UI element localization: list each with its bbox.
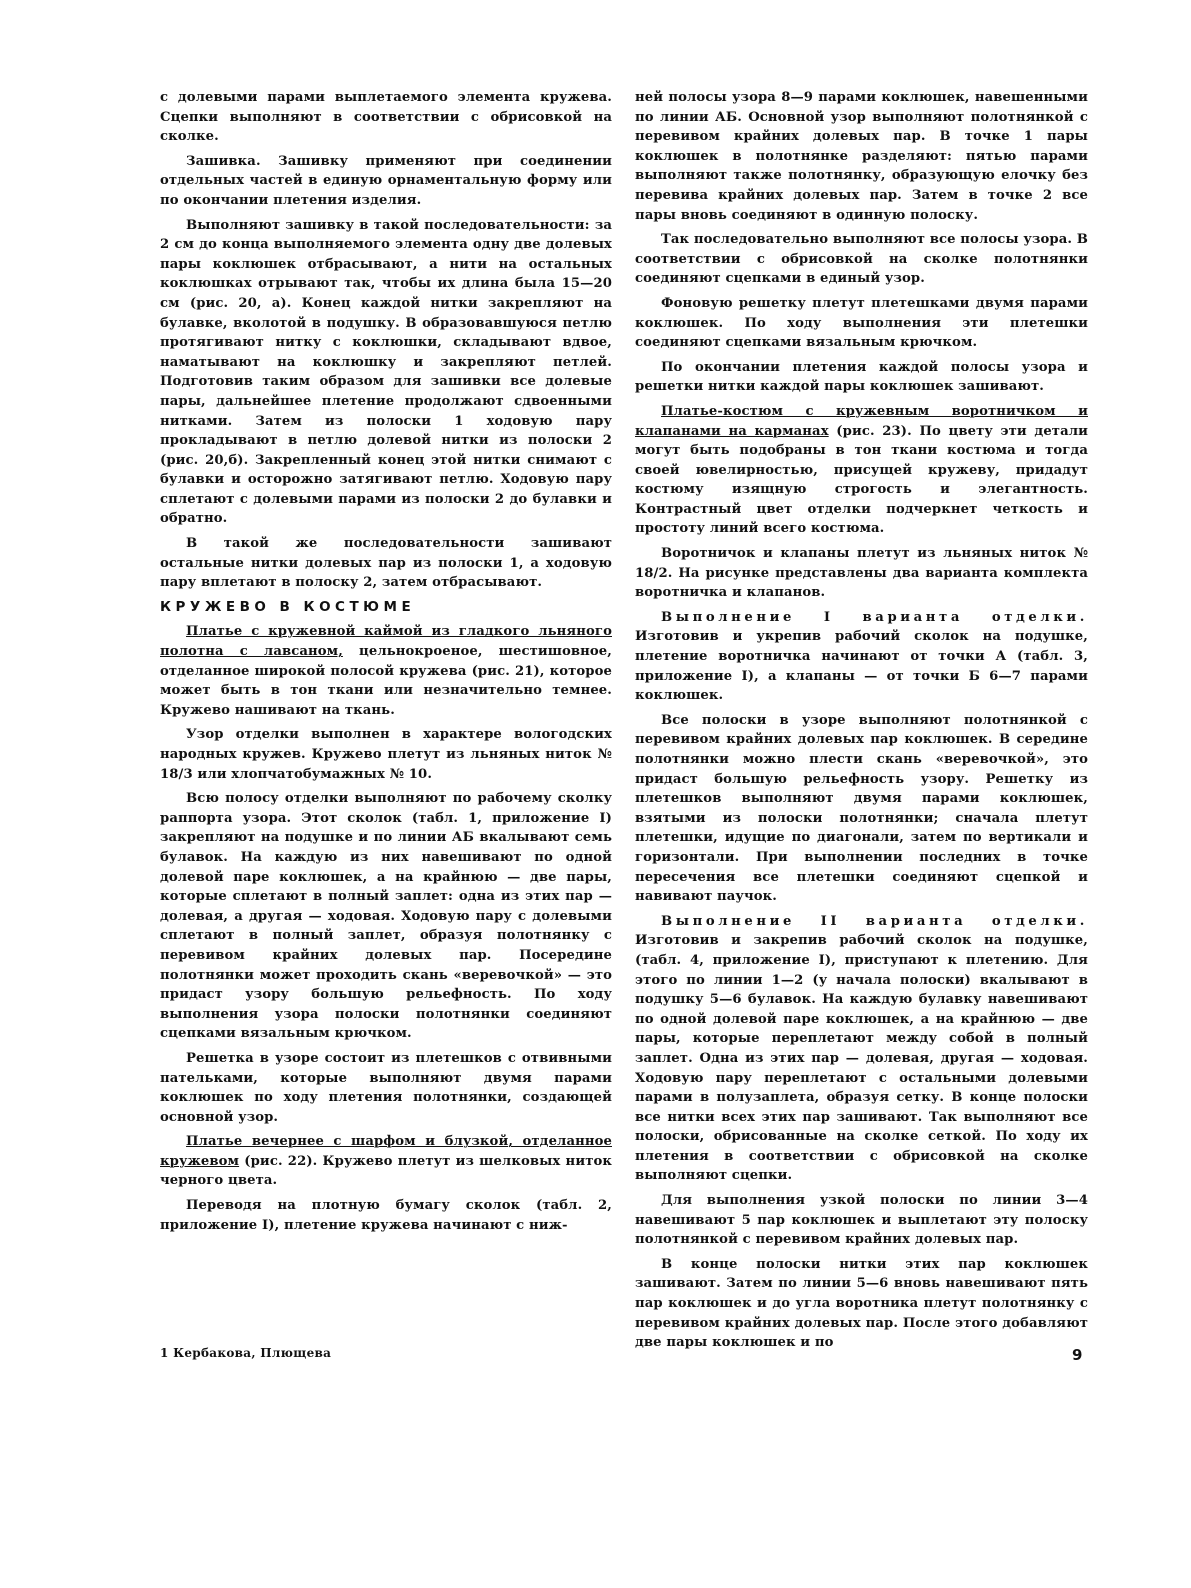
paragraph: Для выполнения узкой полоски по линии 3—4 навешивают 5 пар коклюшек и выплетают эту полоску полотнянкой с перевивом крайних долевых пар. [635,1193,1088,1248]
paragraph: Решетка в узоре состоит из плетешков с отвивными пательками, которые выполняют двумя парами коклюшек по ходу плетения полотнянки, создающей основной узор. [160,1050,612,1125]
paragraph-text: Изготовив и закрепив рабочий сколок на подушке, (табл. 4, приложение I), приступают к плетению. Для этого по линии 1—2 (у начала полоски) вкалывают в подушку 5—6 булавок. На каждую булавку навешивают по одной долевой паре коклюшек, а на крайнюю — две пары, которые переплетают между собой в полный заплет. Одна из этих пар — долевая, другая — ходовая. Ходовую пару переплетают с остальными долевыми парами в полузаплета, образуя сетку. В конце полоски все нитки всех этих пар зашивают. Так выполняют все полоски, обрисованные на сколке сеткой. По ходу их плетения в соответствии с обрисовкой на сколке выполняют сцепки. [635,933,1088,1184]
paragraph: По окончании плетения каждой полосы узора и решетки нитки каждой пары коклюшек зашивают. [635,359,1088,395]
section-heading: КРУЖЕВО В КОСТЮМЕ [160,598,416,615]
paragraph: Переводя на плотную бумагу сколок (табл. 2, приложение I), плетение кружева начинают с ниж- [160,1198,612,1233]
paragraph: В такой же последовательности зашивают остальные нитки долевых пар из полоски 1, а ходовую пару вплетают в полоску 2, затем отбрасывают. [160,536,612,591]
paragraph: ней полосы узора 8—9 парами коклюшек, навешенными по линии АБ. Основной узор выполняют полотнянкой с перевивом крайних долевых пар. В точке 1 пары коклюшек в полотнянке разделяют: пятью парами выполняют также полотнянку, образующую елочку без перевива крайних долевых пар. Затем в точке 2 все пары вновь соединяют в одинную полоску. [635,90,1088,223]
paragraph: с долевыми парами выплетаемого элемента кружева. Сцепки выполняют в соответствии с обрисовкой на сколке. [160,90,612,145]
paragraph: Все полоски в узоре выполняют полотнянкой с перевивом крайних долевых пар коклюшек. В середине полотнянки можно плести скань «веревочкой», это придаст большую рельефность узору. Решетку из плетешков выполняют двумя парами коклюшек, взятыми из полоски полотнянки; сначала плетут плетешки, идущие по диагонали, затем по вертикали и горизонтали. При выполнении последних в точке пересечения все плетешки соединяют сцепкой и навивают паучок. [635,712,1088,905]
paragraph-text: цельнокроеное, шестишовное, отделанное широкой полосой кружева (рис. 21), которое может быть в тон ткани или незначительно темнее. Кружево нашивают на ткань. [160,644,612,718]
paragraph: Фоновую решетку плетут плетешками двумя парами коклюшек. По ходу выполнения эти плетешки соединяют сцепками вязальным крючком. [635,295,1088,351]
paragraph-text: (рис. 23). По цвету эти детали могут быть подобраны в тон ткани костюма и тогда своей ювелирностью, присущей кружеву, придадут костюму изящную строгость и элегантность. Контрастный цвет отделки подчеркнет четкость и простоту линий всего костюма. [635,423,1088,537]
left-column [160,88,612,1240]
paragraph [635,402,1088,539]
paragraph [160,152,612,211]
paragraph-lead: Платье вечернее с шарфом и блузкой, отделанное кружевом [160,1134,612,1169]
paragraph-lead: Зашивка. [186,153,261,169]
paragraph-text: Изготовив и укрепив рабочий сколок на подушке, плетение воротничка начинают от точки А (табл. 3, приложение I), а клапаны — от точки Б 6—7 парами коклюшек. [635,629,1088,704]
paragraph-lead: Выполнение I варианта отделки. [661,609,1088,625]
paragraph [160,622,612,720]
page-number: 9 [1072,1346,1083,1364]
paragraph: Так последовательно выполняют все полосы узора. В соответствии с обрисовкой на сколке полотнянки соединяют сцепками в единый узор. [635,232,1088,287]
paragraph [160,1132,612,1191]
paragraph-text: (рис. 22). Кружево плетут из шелковых ниток черного цвета. [160,1153,612,1189]
paragraph [635,912,1088,1186]
paragraph-lead: Платье с кружевной каймой из гладкого льняного полотна с лавсаном, [160,624,612,660]
paragraph: Воротничок и клапаны плетут из льняных ниток № 18/2. На рисунке представлены два варианта комплекта воротничка и клапанов. [635,546,1088,601]
paragraph: В конце полоски нитки этих пар коклюшек зашивают. Затем по линии 5—6 вновь навешивают пять пар коклюшек и до угла воротника плетут полотнянку с перевивом крайних долевых пар. После этого добавляют две пары коклюшек и по [635,1256,1088,1351]
paragraph [635,608,1088,706]
paragraph: Узор отделки выполнен в характере вологодских народных кружев. Кружево плетут из льняных ниток № 18/3 или хлопчатобумажных № 10. [160,727,612,782]
paragraph: Всю полосу отделки выполняют по рабочему сколку раппорта узора. Этот сколок (табл. 1, приложение I) закрепляют на подушке и по линии АБ вкалывают семь булавок. На каждую из них навешивают по одной долевой паре коклюшек, а на крайнюю — две пары, которые сплетают в полный заплет: одна из этих пар — долевая, а другая — ходовая. Ходовую пару с долевыми сплетают в полный заплет, образуя полотнянку с перевивом крайних долевых пар. Посередине полотнянки может проходить скань «веревочкой» — это придаст узору большую рельефность. По ходу выполнения узора полоски полотнянки соединяют сцепками вязальным крючком. [160,791,612,1042]
paragraph-lead: Платье-костюм с кружевным воротничком и клапанами на карманах [635,403,1088,439]
paragraph-text: Зашивку применяют при соединении отдельных частей в единую орнаментальную форму или по окончании плетения изделия. [160,153,612,208]
paragraph: Выполняют зашивку в такой последовательности: за 2 см до конца выполняемого элемента одну две долевых пары коклюшек отбрасывают, а нити на остальных коклюшках отрывают так, чтобы их длина была 15—20 см (рис. 20, а). Конец каждой нитки закрепляют на булавке, вколотой в подушку. В образовавшуюся петлю протягивают нитку с коклюшки, складывают вдвое, наматывают на коклюшку и закрепляют петлей. Подготовив таким образом для зашивки все долевые пары, дальнейшее плетение продолжают сдвоенными нитками. Затем из полоски 1 ходовую пару прокладывают в петлю долевой нитки из полоски 2 (рис. 20,б). Закрепленный конец этой нитки снимают с булавки и осторожно затягивают петлю. Ходовую пару сплетают с долевыми парами из полоски 2 до булавки и обратно. [160,217,612,527]
right-column [635,88,1088,1358]
paragraph-lead: Выполнение II варианта отделки. [661,913,1088,929]
footer-author: 1 Кербакова, Плющева [160,1346,332,1360]
